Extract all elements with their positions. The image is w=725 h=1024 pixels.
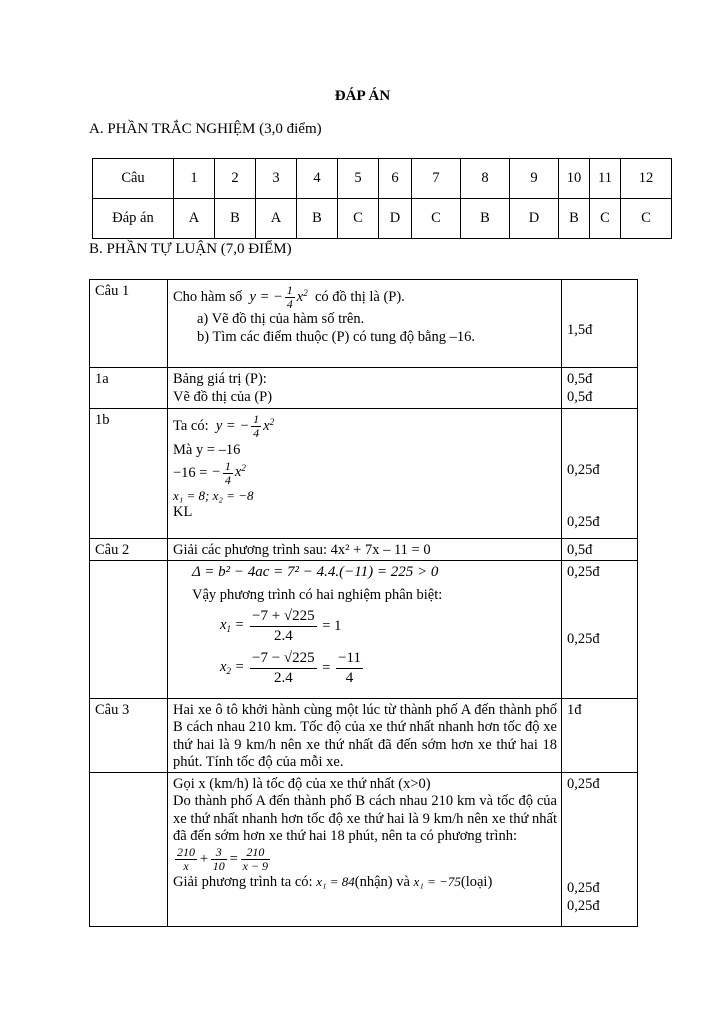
let-x-line: Gọi x (km/h) là tốc độ của xe thứ nhất (x>0) [173, 775, 431, 792]
question-number: 10 [559, 159, 590, 199]
question-number: 7 [412, 159, 461, 199]
answer-row [93, 199, 672, 239]
question-content [168, 409, 562, 539]
points-cell [562, 368, 638, 409]
value-table-line: Bảng giá trị (P): [173, 371, 267, 387]
equation-lhs: −16 = [173, 464, 208, 481]
row-cau1a [90, 368, 638, 409]
points-value: 0,25đ [567, 513, 600, 530]
section-a-heading: A. PHẦN TRẮC NGHIỆM (3,0 điểm) [89, 121, 322, 137]
solution-content [168, 772, 562, 926]
question-number: 3 [256, 159, 297, 199]
question-content: Giải các phương trình sau: 4x² + 7x – 11 = 0 [168, 539, 562, 561]
root-x1: $x_1$ = $\frac{-7 + √225}{2.4}$ = 1 [220, 607, 342, 644]
solution-content [168, 560, 562, 698]
question-label: 1a [90, 368, 168, 409]
points-value: 0,25đ [567, 462, 600, 478]
question-number: 2 [215, 159, 256, 199]
row-cau2-solution [90, 560, 638, 698]
points-cell [562, 772, 638, 926]
answer-cell: A [256, 199, 297, 239]
answer-cell: C [412, 199, 461, 239]
intro-suffix: có đồ thị là (P). [314, 288, 405, 305]
points-value: 0,25đ [567, 880, 600, 896]
answer-cell: B [461, 199, 510, 239]
answer-cell: C [590, 199, 621, 239]
question-number: 1 [174, 159, 215, 199]
row-label: Đáp án [93, 199, 174, 239]
question-label: Câu 2 [90, 539, 168, 561]
points-value: 0,25đ [567, 563, 600, 580]
empty-label [90, 560, 168, 698]
question-number: 4 [297, 159, 338, 199]
points-value: 0,25đ [567, 775, 600, 792]
answer-cell: C [621, 199, 672, 239]
question-content [168, 698, 562, 772]
answer-cell: D [379, 199, 412, 239]
conclusion-line: Vậy phương trình có hai nghiệm phân biệt: [192, 587, 443, 603]
row-cau2 [90, 539, 638, 561]
row-cau3-solution [90, 772, 638, 926]
item-a: a) Vẽ đồ thị của hàm số trên. [197, 311, 365, 327]
question-number: 9 [510, 159, 559, 199]
answer-cell: B [297, 199, 338, 239]
roots-line: x₁ = 8; x₂ = −8 [173, 487, 254, 503]
question-number-row [93, 159, 672, 199]
points-cell [562, 560, 638, 698]
answer-key-table [92, 158, 672, 239]
answer-cell: B [215, 199, 256, 239]
points-value: 0,5đ [567, 371, 593, 387]
question-label: 1b [90, 409, 168, 539]
formula: y = − $\frac{1}{4}$ $x^2$ [212, 412, 275, 440]
item-b: b) Tìm các điểm thuộc (P) có tung độ bằng –16. [197, 328, 475, 345]
points-cell: 1,5đ [562, 280, 638, 368]
question-number: 5 [338, 159, 379, 199]
row-cau1 [90, 280, 638, 368]
question-content [168, 280, 562, 368]
points-cell [562, 409, 638, 539]
function-formula: y = − $\frac{1}{4}$ $x^2$ [245, 283, 308, 311]
answer-cell: C [338, 199, 379, 239]
question-content [168, 368, 562, 409]
question-label: Câu 1 [90, 280, 168, 368]
points-value: 0,25đ [567, 897, 600, 914]
problem-text: Hai xe ô tô khởi hành cùng một lúc từ thành phố A đến thành phố B cách nhau 210 km. Tốc độ của xe thứ nhất nhanh hơn tốc độ xe thứ hai là 9 km/h nên xe thứ nhất đã đến sớm hơn xe thứ hai 18 phút. Tính tốc độ của mỗi xe. [173, 701, 557, 770]
reasoning-text: Do thành phố A đến thành phố B cách nhau 210 km và tốc độ của xe thứ nhất nhanh hơn tốc độ xe thứ hai là 9 km/h nên xe thứ nhất đã đến sớm hơn xe thứ hai 18 phút, nên ta có phương trình: [173, 793, 557, 844]
row-label: Câu [93, 159, 174, 199]
question-number: 8 [461, 159, 510, 199]
ta-co-label: Ta có: [173, 417, 209, 434]
root-x2: $x_2$ = $\frac{-7 - √225}{2.4}$ = $\frac{-11}{4}$ [220, 649, 361, 686]
draw-graph-line: Vẽ đồ thị của (P) [173, 388, 273, 405]
solve-line: Giải phương trình ta có: x₁ = 84(nhận) và x₁ = −75(loại) [173, 873, 493, 890]
answer-cell: D [510, 199, 559, 239]
intro-prefix: Cho hàm số [173, 288, 243, 305]
page-title: ĐÁP ÁN [334, 88, 391, 104]
essay-answer-table [89, 279, 638, 927]
delta-line: Δ = b² − 4ac = 7² − 4.4.(−11) = 225 > 0 [192, 563, 439, 580]
answer-cell: A [174, 199, 215, 239]
points-cell: 0,5đ [562, 539, 638, 561]
answer-cell: B [559, 199, 590, 239]
question-number: 6 [379, 159, 412, 199]
empty-label [90, 772, 168, 926]
points-cell: 1đ [562, 698, 638, 772]
question-number: 12 [621, 159, 672, 199]
question-number: 11 [590, 159, 621, 199]
given-y: Mà y = –16 [173, 442, 241, 458]
conclusion: KL [173, 504, 193, 520]
equation-rhs: − $\frac{1}{4}$ $x^2$ [211, 458, 246, 487]
equation: $\frac{210}{x}$ + $\frac{3}{10}$ = $\frac{210}{x - 9}$ [177, 844, 269, 873]
question-label: Câu 3 [90, 698, 168, 772]
section-b-heading: B. PHẦN TỰ LUẬN (7,0 ĐIỂM) [89, 241, 292, 257]
points-value: 0,5đ [567, 388, 593, 405]
row-cau1b [90, 409, 638, 539]
points-value: 0,25đ [567, 631, 600, 647]
row-cau3 [90, 698, 638, 772]
